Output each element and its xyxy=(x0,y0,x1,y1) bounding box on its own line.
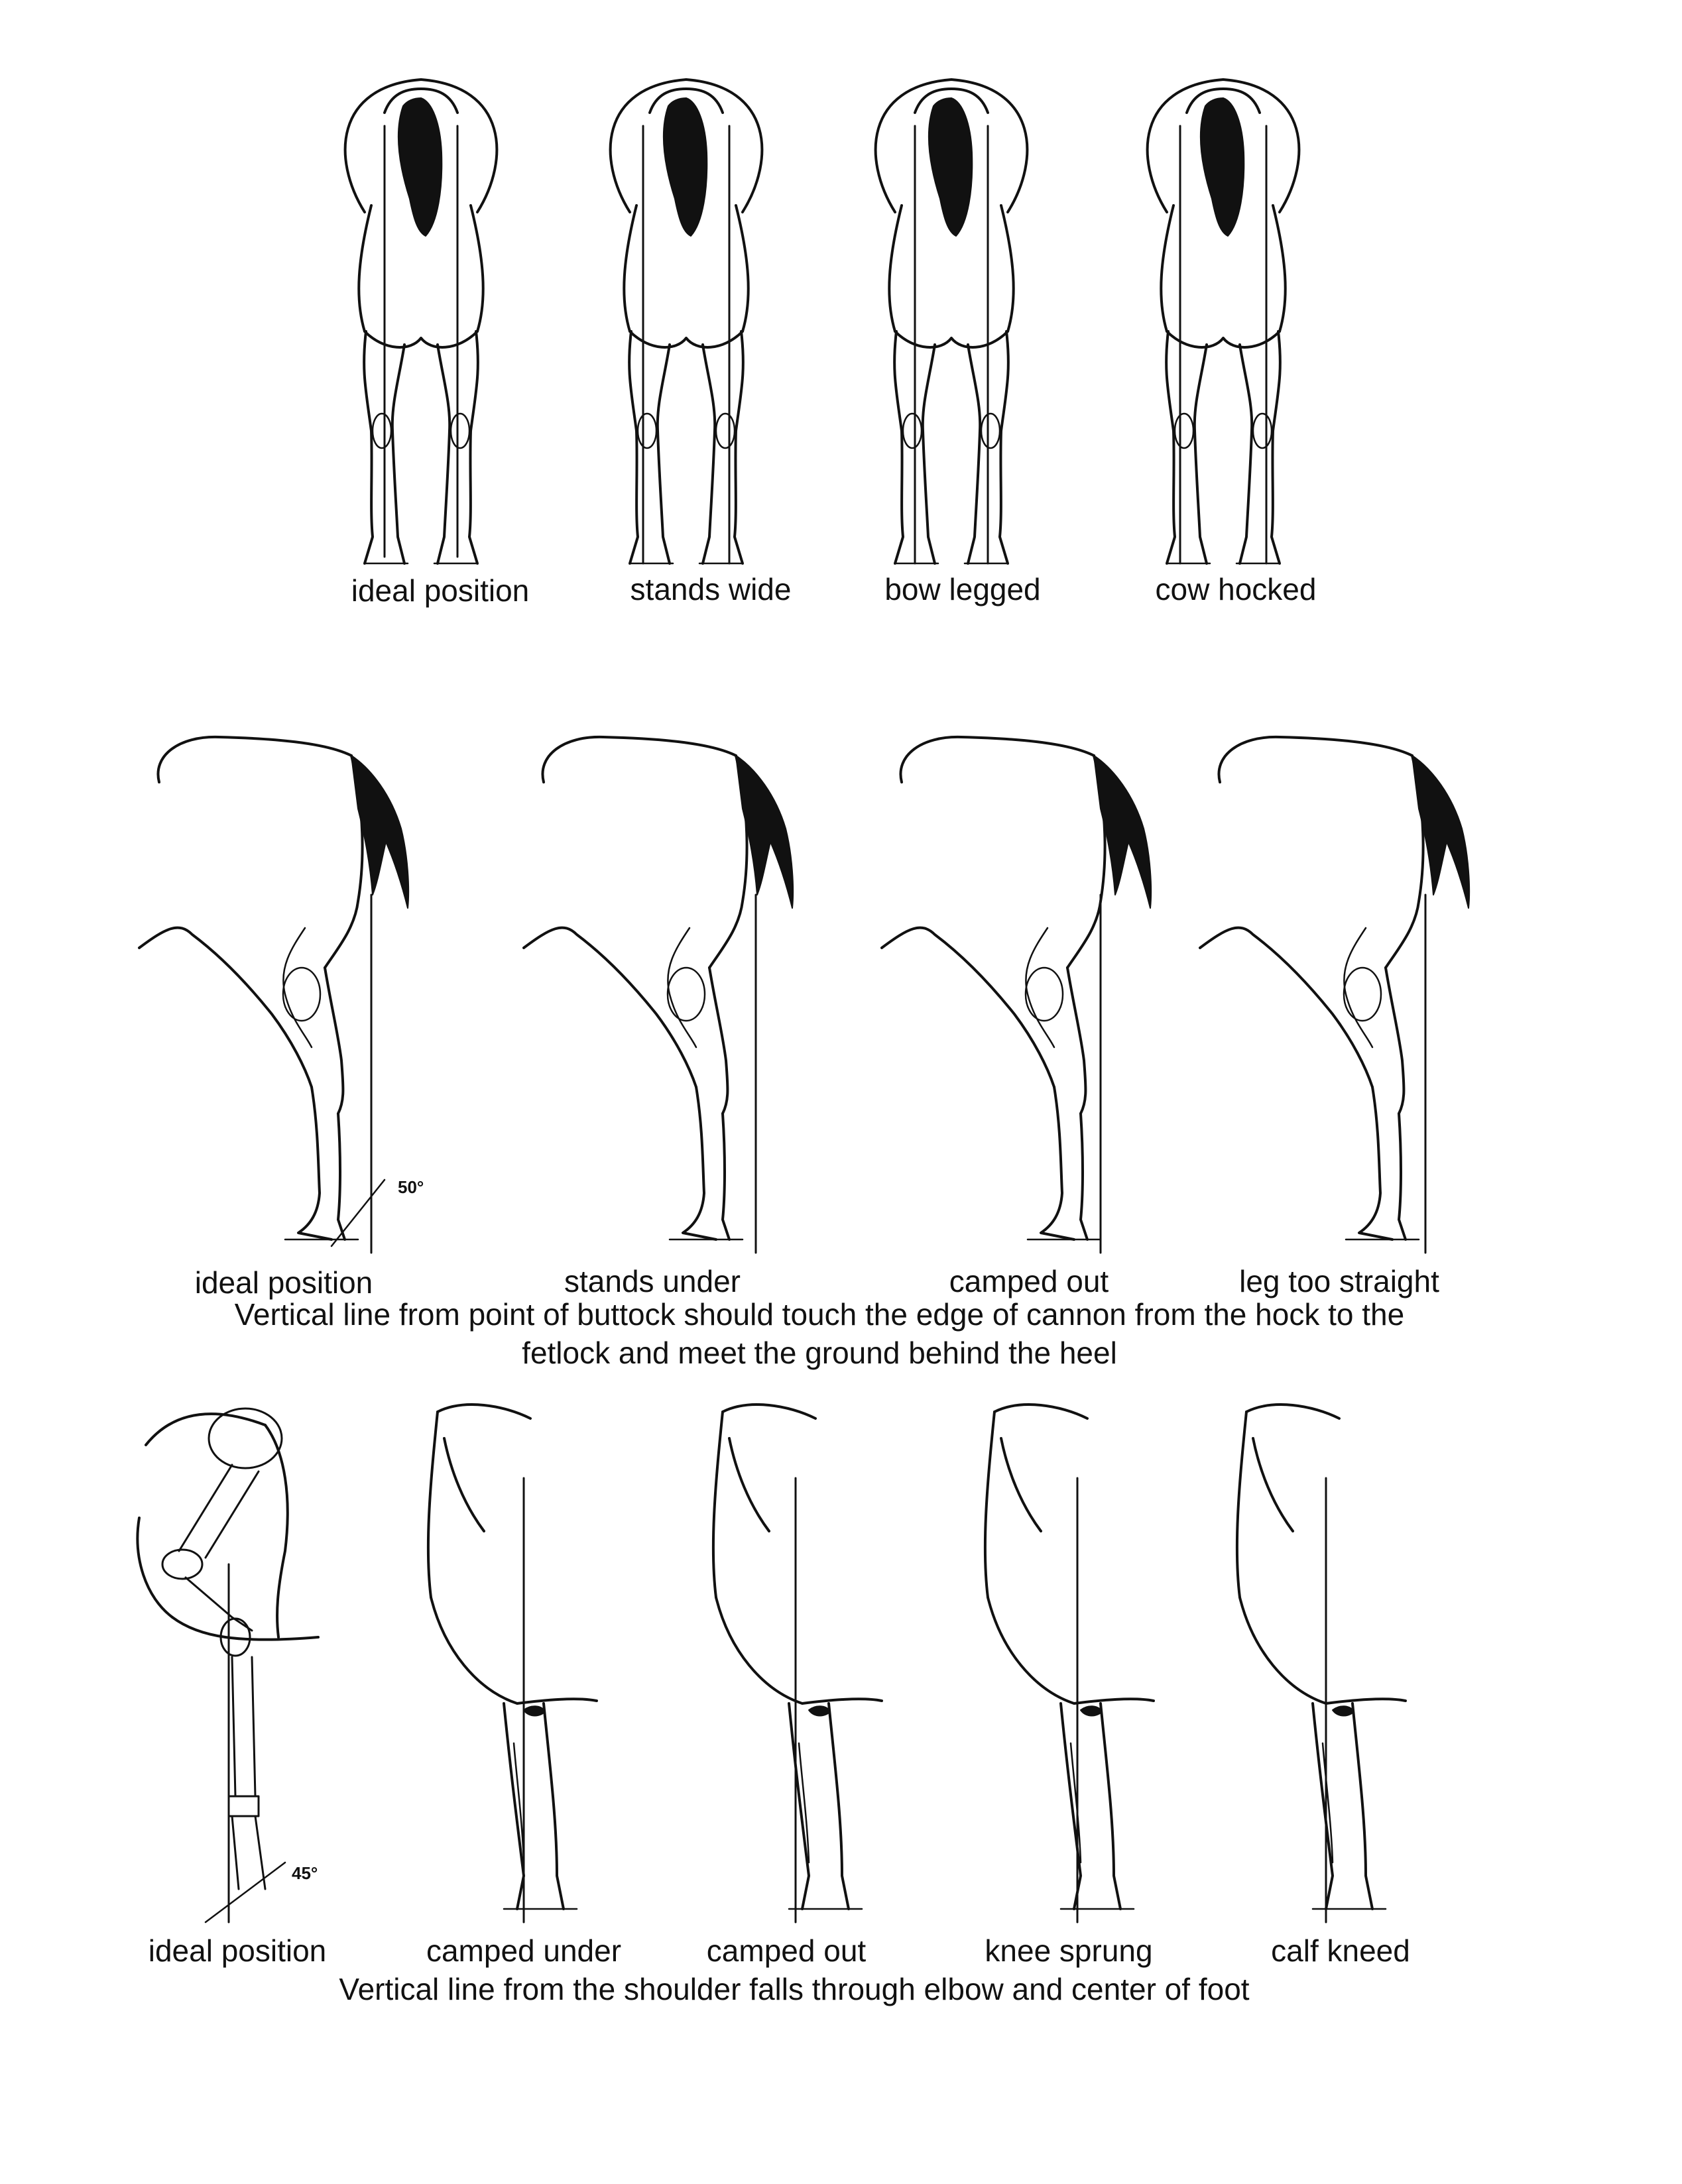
fore-calf-kneed-figure xyxy=(1237,1405,1406,1922)
fore-knee-sprung-figure xyxy=(985,1405,1154,1922)
fore-side-view-row xyxy=(137,1405,1406,1922)
fore-camped-under-figure xyxy=(428,1405,597,1922)
rear-label-cow-hocked: cow hocked xyxy=(1155,572,1317,606)
hind-label-leg-too-straight: leg too straight xyxy=(1239,1264,1439,1298)
hind-label-ideal-position: ideal position xyxy=(194,1265,373,1300)
hind-caption-line-1: Vertical line from point of buttock should touch the edge of cannon from the hock to the xyxy=(234,1297,1405,1332)
hind-stands-under-figure xyxy=(524,737,793,1253)
fore-label-knee-sprung: knee sprung xyxy=(985,1933,1153,1968)
hind-label-camped-out: camped out xyxy=(949,1264,1109,1298)
rear-ideal-figure xyxy=(345,80,497,563)
fore-caption: Vertical line from the shoulder falls through elbow and center of foot xyxy=(339,1972,1250,2006)
fore-ideal-figure xyxy=(137,1408,318,1922)
fore-label-ideal-position: ideal position xyxy=(148,1933,327,1968)
hind-caption xyxy=(235,1295,1404,1372)
hind-label-stands-under: stands under xyxy=(564,1264,741,1298)
fore-camped-out-figure xyxy=(713,1405,882,1922)
fore-label-camped-out: camped out xyxy=(706,1933,867,1968)
rear-view-row xyxy=(345,80,1299,563)
rear-bow-legged-figure xyxy=(876,80,1028,563)
rear-label-ideal-position: ideal position xyxy=(351,573,530,608)
rear-label-stands-wide: stands wide xyxy=(630,572,792,606)
hind-leg-too-straight-figure xyxy=(1200,737,1469,1253)
hind-side-view-row xyxy=(139,737,1469,1253)
rear-stands-wide-figure xyxy=(611,80,762,563)
fore-angle-label: 45° xyxy=(292,1863,318,1883)
fore-label-camped-under: camped under xyxy=(426,1933,622,1968)
hind-angle-label: 50° xyxy=(398,1177,424,1197)
hind-ideal-figure xyxy=(139,737,424,1253)
fore-label-calf-kneed: calf kneed xyxy=(1271,1933,1410,1968)
hind-camped-out-figure xyxy=(882,737,1151,1253)
hind-caption-line-2: fetlock and meet the ground behind the heel xyxy=(522,1336,1117,1370)
rear-cow-hocked-figure xyxy=(1148,80,1299,563)
rear-label-bow-legged: bow legged xyxy=(884,572,1041,606)
